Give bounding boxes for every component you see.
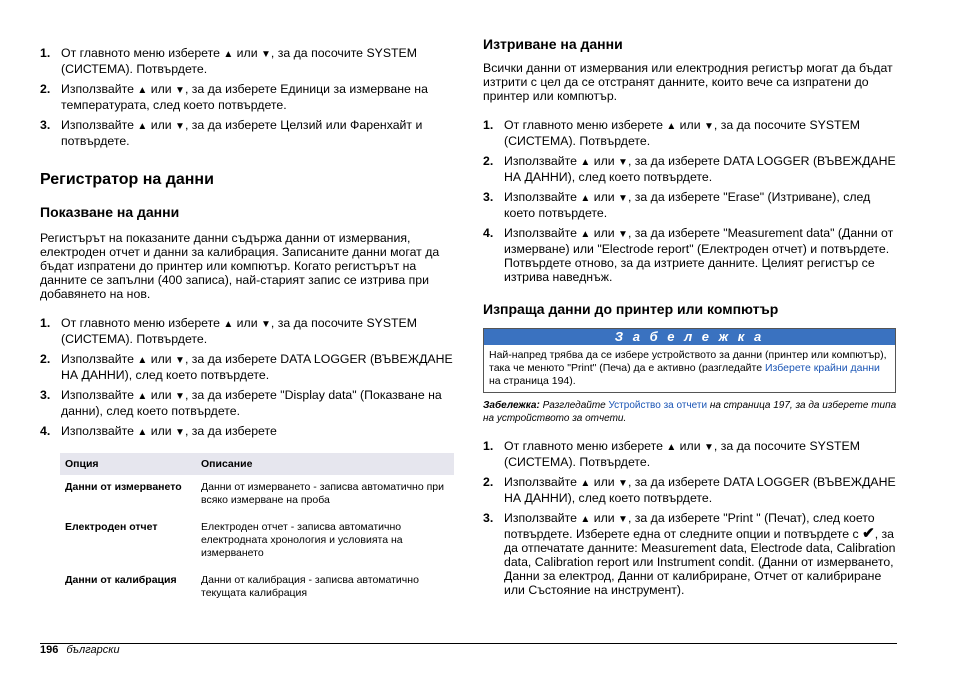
step-number: 3. [483,190,494,204]
step-text: , за да посочите SYSTEM (СИСТЕМА). Потвърдете. [504,439,861,469]
step-text: , за да изберете "Print " (Печат), след което потвърдете. Изберете една от следните опции и потвърдете с [504,511,875,541]
step-text: или [233,46,261,60]
intro-paragraph: Регистърът на показаните данни съдържа данни от измервания, електроден отчет и данни за калибрация. Записаните данни могат да бъдат изпратени до принтер или компютър. Когато регистърът на данните се запълни (400 записа), най-старият запис се изтрива при добавянето на нов. [40,231,440,301]
step-number: 1. [40,46,51,60]
table-cell: Електроден отчет [65,521,158,533]
down-arrow-icon: ▼ [618,478,628,489]
step-text: Използвайте [504,190,581,204]
up-arrow-icon: ▲ [580,514,591,525]
step-text: От главното меню изберете [504,118,667,132]
step-text: или [233,316,261,330]
note-header: З а б е л е ж к а [484,329,895,345]
step-text: , за да изберете [184,424,277,438]
list-item [483,154,897,184]
table-row [60,568,454,608]
step-text: или [590,226,619,240]
step-text: или [147,388,176,402]
remark-text: на страница 197, за да изберете типа на устройството за отчети. [483,400,897,424]
step-text: или [590,190,619,204]
table-cell: Данни от измерването - записва автоматично при всяко измерване на проба [201,481,445,506]
down-arrow-icon: ▼ [618,193,628,204]
step-text: , за да изберете DATA LOGGER (ВЪВЕЖДАНЕ НА ДАННИ), след което потвърдете. [504,475,896,505]
up-arrow-icon: ▲ [137,355,148,366]
step-text: , за да изберете DATA LOGGER (ВЪВЕЖДАНЕ НА ДАННИ), след което потвърдете. [61,352,453,382]
up-arrow-icon: ▲ [666,442,677,453]
step-number: 3. [40,118,51,132]
step-number: 2. [40,352,51,366]
step-text: , за да посочите SYSTEM (СИСТЕМА). Потвърдете. [61,46,418,76]
step-text: Използвайте [61,388,138,402]
step-text: , за да изберете Единици за измерване на температурата, след което потвърдете. [61,82,428,112]
up-arrow-icon: ▲ [137,427,148,438]
step-text: , за да посочите SYSTEM (СИСТЕМА). Потвърдете. [504,118,861,148]
list-item [40,82,456,112]
remark [483,399,897,425]
step-text: Използвайте [504,154,581,168]
list-item [483,118,897,148]
step-text: Използвайте [61,352,138,366]
remark-link[interactable]: Устройство за отчети [608,400,708,411]
step-number: 4. [483,226,494,240]
table-cell: Електроден отчет - записва автоматично електродната хронология и условията на измерването [201,521,403,559]
down-arrow-icon: ▼ [175,85,185,96]
step-number: 2. [483,154,494,168]
down-arrow-icon: ▼ [704,442,714,453]
down-arrow-icon: ▼ [618,514,628,525]
up-arrow-icon: ▲ [137,121,148,132]
up-arrow-icon: ▲ [580,229,591,240]
step-text: Използвайте [504,511,581,525]
step-number: 1. [40,316,51,330]
step-text: или [676,439,704,453]
checkmark-icon: ✔ [862,525,875,542]
step-text: Използвайте [61,118,138,132]
up-arrow-icon: ▲ [137,85,148,96]
down-arrow-icon: ▼ [261,49,271,60]
send-steps [483,439,897,597]
table-cell: Данни от калибрация [65,574,177,586]
note-text: на страница 194). [489,375,576,387]
list-item [483,226,897,284]
up-arrow-icon: ▲ [580,478,591,489]
remark-label: Забележка: [483,400,540,411]
list-item [40,388,456,418]
note-box [483,328,896,393]
list-item [40,118,456,148]
step-text: , за да изберете Целзий или Фаренхайт и потвърдете. [61,118,423,148]
list-item [483,190,897,220]
list-item [483,511,897,597]
table-row [60,475,454,515]
step-text: От главното меню изберете [61,46,224,60]
step-text: , за да отпечатате данните: Measurement data, Electrode data, Calibration data, Calibration report или Instrument condit. (Данни от измерването, Данни за електрод, Данни от калибриране, Отчет от калибриране или Състояние на инструмент). [504,527,896,597]
step-text: Използвайте [61,424,138,438]
remark-text: Разгледайте [539,400,609,411]
section-title: Регистратор на данни [40,171,214,188]
list-item [40,352,456,382]
step-text: или [147,352,176,366]
down-arrow-icon: ▼ [175,391,185,402]
step-number: 3. [483,511,494,525]
down-arrow-icon: ▼ [175,427,185,438]
step-text: или [147,118,176,132]
down-arrow-icon: ▼ [704,121,714,132]
step-text: , за да изберете "Measurement data" (Данни от измерване) или "Electrode report" (Електроден отчет) и потвърдете. Потвърдете отново, за да изтриете данните. Целият регистър се изтрива наведнъж. [504,226,894,284]
left-column [40,46,456,608]
step-text: От главното меню изберете [61,316,224,330]
step-text: или [147,424,176,438]
delete-title: Изтриване на данни [483,36,623,52]
page-number: 196 [40,644,59,656]
options-table [60,453,454,608]
send-title: Изпраща данни до принтер или компютър [483,301,779,317]
right-column [483,35,897,603]
delete-intro: Всички данни от измервания или електродния регистър могат да бъдат изтрити с цел да се отстранят данните, които вече са изпратени до принтер или компютър. [483,61,893,103]
units-steps [40,46,456,148]
step-number: 2. [483,475,494,489]
step-text: От главното меню изберете [504,439,667,453]
up-arrow-icon: ▲ [666,121,677,132]
list-item [40,424,456,440]
up-arrow-icon: ▲ [580,157,591,168]
step-text: , за да посочите SYSTEM (СИСТЕМА). Потвърдете. [61,316,418,346]
note-text: Най-напред трябва да се избере устройството за данни (принтер или компютър), така че менюто "Print" (Печа) да е активно (разгледайте [489,349,887,374]
step-text: , за да изберете "Display data" (Показване на данни), след което потвърдете. [61,388,442,418]
footer-divider [40,643,897,644]
step-text: , за да изберете "Erase" (Изтриване), след което потвърдете. [504,190,871,220]
down-arrow-icon: ▼ [175,355,185,366]
footer-language: български [66,644,120,656]
step-number: 1. [483,439,494,453]
note-body [484,345,895,392]
step-number: 2. [40,82,51,96]
delete-steps [483,118,897,284]
list-item [40,316,456,346]
step-number: 3. [40,388,51,402]
column-header: Описание [196,453,454,475]
down-arrow-icon: ▼ [618,229,628,240]
step-text: или [590,511,619,525]
column-header: Опция [60,453,196,475]
list-item [483,475,897,505]
step-text: или [590,154,619,168]
step-text: Използвайте [61,82,138,96]
step-text: или [676,118,704,132]
list-item [483,439,897,469]
table-cell: Данни от калибрация - записва автоматично текущата калибрация [201,574,419,599]
step-text: Използвайте [504,226,581,240]
up-arrow-icon: ▲ [137,391,148,402]
step-text: или [147,82,176,96]
list-item [40,46,456,76]
down-arrow-icon: ▼ [175,121,185,132]
table-row [60,515,454,568]
up-arrow-icon: ▲ [223,319,234,330]
up-arrow-icon: ▲ [223,49,234,60]
note-link[interactable]: Изберете крайни данни [765,362,880,374]
step-text: или [590,475,619,489]
down-arrow-icon: ▼ [261,319,271,330]
page-footer [40,643,120,657]
step-text: , за да изберете DATA LOGGER (ВЪВЕЖДАНЕ НА ДАННИ), след което потвърдете. [504,154,896,184]
down-arrow-icon: ▼ [618,157,628,168]
subsection-title: Показване на данни [40,204,180,220]
step-number: 1. [483,118,494,132]
show-steps [40,316,456,440]
up-arrow-icon: ▲ [580,193,591,204]
table-cell: Данни от измерването [65,481,182,493]
step-text: Използвайте [504,475,581,489]
table-header-row [60,453,454,475]
step-number: 4. [40,424,51,438]
